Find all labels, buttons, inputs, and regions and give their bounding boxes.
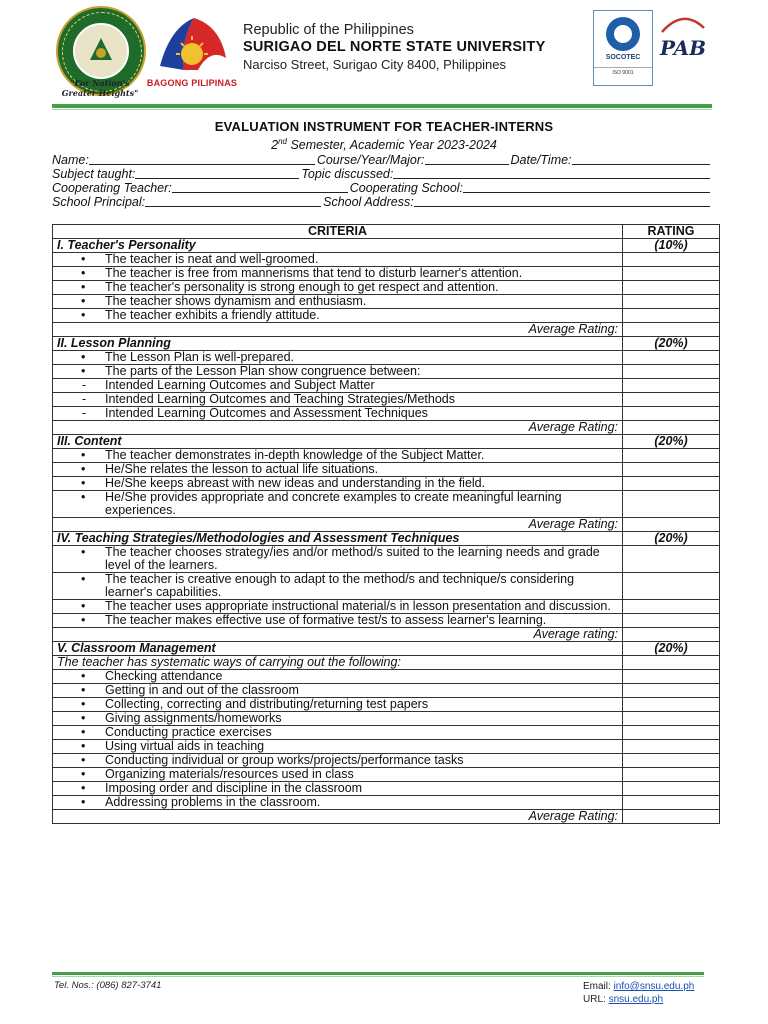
criterion-row bbox=[53, 740, 720, 754]
rating-cell[interactable] bbox=[623, 295, 720, 309]
contact-info bbox=[583, 980, 694, 1006]
topic-field[interactable] bbox=[393, 167, 710, 179]
criterion-subrow bbox=[53, 407, 720, 421]
criterion-row bbox=[53, 754, 720, 768]
rating-cell[interactable] bbox=[623, 670, 720, 684]
rating-cell[interactable] bbox=[623, 351, 720, 365]
header-divider bbox=[52, 104, 712, 108]
criterion-text: • Giving assignments/homeworks bbox=[53, 712, 623, 726]
criterion-text: - Intended Learning Outcomes and Assessment Techniques bbox=[53, 407, 623, 421]
telephone-numbers: Tel. Nos.: (086) 827-3741 bbox=[54, 980, 162, 991]
rating-cell[interactable] bbox=[623, 365, 720, 379]
section-title: I. Teacher's Personality bbox=[53, 239, 623, 253]
criterion-subrow bbox=[53, 379, 720, 393]
course-field[interactable] bbox=[425, 153, 509, 165]
rating-cell[interactable] bbox=[623, 600, 720, 614]
university-address: Narciso Street, Surigao City 8400, Philippines bbox=[243, 57, 507, 72]
coop-teacher-label: Cooperating Teacher: bbox=[52, 181, 172, 195]
rating-cell[interactable] bbox=[623, 782, 720, 796]
datetime-label: Date/Time: bbox=[510, 153, 572, 167]
criterion-text: • The teacher is neat and well-groomed. bbox=[53, 253, 623, 267]
criterion-text: • The teacher makes effective use of formative test/s to assess learner's learning. bbox=[53, 614, 623, 628]
rating-cell[interactable] bbox=[623, 407, 720, 421]
criteria-table bbox=[52, 224, 720, 824]
semester-text: Semester, Academic Year 2023-2024 bbox=[287, 138, 497, 153]
average-rating-cell[interactable] bbox=[623, 421, 720, 435]
criterion-text: • He/She provides appropriate and concrete examples to create meaningful learning experiences. bbox=[53, 491, 623, 518]
criterion-row bbox=[53, 295, 720, 309]
average-row bbox=[53, 421, 720, 435]
criterion-row bbox=[53, 281, 720, 295]
socotec-label: SOCOTEC bbox=[605, 54, 641, 61]
criterion-text: • Conducting practice exercises bbox=[53, 726, 623, 740]
rating-cell[interactable] bbox=[623, 281, 720, 295]
website-link[interactable]: snsu.edu.ph bbox=[608, 994, 664, 1005]
criterion-row bbox=[53, 449, 720, 463]
criterion-row bbox=[53, 253, 720, 267]
average-row bbox=[53, 518, 720, 532]
section-weight: (20%) bbox=[623, 642, 720, 656]
rating-cell[interactable] bbox=[623, 712, 720, 726]
criterion-text: • The teacher chooses strategy/ies and/or method/s suited to the learning needs and grade level of the learners. bbox=[53, 546, 623, 573]
rating-cell[interactable] bbox=[623, 614, 720, 628]
rating-cell[interactable] bbox=[623, 477, 720, 491]
rating-cell[interactable] bbox=[623, 267, 720, 281]
criterion-row bbox=[53, 670, 720, 684]
criterion-text: • The parts of the Lesson Plan show congruence between: bbox=[53, 365, 623, 379]
rating-cell[interactable] bbox=[623, 768, 720, 782]
criterion-row bbox=[53, 782, 720, 796]
criterion-text: • Using virtual aids in teaching bbox=[53, 740, 623, 754]
average-rating-cell[interactable] bbox=[623, 323, 720, 337]
criterion-text: - Intended Learning Outcomes and Subject Matter bbox=[53, 379, 623, 393]
subject-label: Subject taught: bbox=[52, 167, 136, 181]
iso-label: ISO 9001 bbox=[594, 67, 652, 76]
average-row bbox=[53, 810, 720, 824]
form-title: EVALUATION INSTRUMENT FOR TEACHER-INTERNS bbox=[214, 119, 554, 134]
rating-cell[interactable] bbox=[623, 684, 720, 698]
course-label: Course/Year/Major: bbox=[316, 153, 425, 167]
section-title: III. Content bbox=[53, 435, 623, 449]
criterion-row bbox=[53, 463, 720, 477]
section-row bbox=[53, 435, 720, 449]
name-label: Name: bbox=[52, 153, 89, 167]
rating-cell[interactable] bbox=[623, 546, 720, 573]
criterion-row bbox=[53, 267, 720, 281]
criterion-row bbox=[53, 684, 720, 698]
average-rating-cell[interactable] bbox=[623, 810, 720, 824]
rating-cell[interactable] bbox=[623, 491, 720, 518]
rating-cell[interactable] bbox=[623, 740, 720, 754]
coop-school-field[interactable] bbox=[463, 181, 710, 193]
rating-cell[interactable] bbox=[623, 796, 720, 810]
average-rating-cell[interactable] bbox=[623, 628, 720, 642]
coop-teacher-field[interactable] bbox=[172, 181, 348, 193]
rating-header: RATING bbox=[623, 225, 720, 239]
rating-cell[interactable] bbox=[623, 309, 720, 323]
section-title: IV. Teaching Strategies/Methodologies and Assessment Techniques bbox=[53, 532, 623, 546]
subject-field[interactable] bbox=[135, 167, 299, 179]
average-label: Average Rating: bbox=[53, 518, 623, 532]
criterion-text: • Collecting, correcting and distributing/returning test papers bbox=[53, 698, 623, 712]
bagong-pilipinas-text: BAGONG PILIPINAS bbox=[146, 78, 238, 88]
criterion-row bbox=[53, 365, 720, 379]
criterion-row bbox=[53, 712, 720, 726]
section-intro-row bbox=[53, 656, 720, 670]
republic-line: Republic of the Philippines bbox=[243, 22, 414, 38]
university-motto: "For Nation's Greater Heights" bbox=[61, 78, 139, 98]
pab-label: PAB bbox=[659, 36, 706, 60]
section-weight: (20%) bbox=[623, 435, 720, 449]
table-header-row bbox=[53, 225, 720, 239]
criterion-text: • The Lesson Plan is well-prepared. bbox=[53, 351, 623, 365]
header-divider-light bbox=[52, 109, 712, 110]
criterion-row bbox=[53, 726, 720, 740]
average-label: Average Rating: bbox=[53, 323, 623, 337]
criteria-header: CRITERIA bbox=[53, 225, 623, 239]
section-title: V. Classroom Management bbox=[53, 642, 623, 656]
criterion-row bbox=[53, 351, 720, 365]
section-title: II. Lesson Planning bbox=[53, 337, 623, 351]
criterion-row bbox=[53, 768, 720, 782]
rating-cell[interactable] bbox=[623, 726, 720, 740]
rating-cell[interactable] bbox=[623, 573, 720, 600]
school-address-label: School Address: bbox=[323, 195, 414, 209]
criterion-text: • The teacher shows dynamism and enthusiasm. bbox=[53, 295, 623, 309]
section-row bbox=[53, 239, 720, 253]
rating-cell[interactable] bbox=[623, 379, 720, 393]
email-label: Email: bbox=[583, 981, 614, 992]
rating-cell[interactable] bbox=[623, 253, 720, 267]
average-label: Average rating: bbox=[53, 628, 623, 642]
pab-accreditation-logo bbox=[655, 14, 711, 86]
socotec-certification-logo bbox=[593, 10, 653, 86]
rating-cell bbox=[623, 656, 720, 670]
name-field[interactable] bbox=[89, 153, 315, 165]
criterion-row bbox=[53, 698, 720, 712]
section-row bbox=[53, 532, 720, 546]
section-weight: (20%) bbox=[623, 337, 720, 351]
semester-ordinal: 2 bbox=[271, 138, 279, 153]
criterion-text: • Getting in and out of the classroom bbox=[53, 684, 623, 698]
average-row bbox=[53, 628, 720, 642]
university-heading bbox=[243, 22, 545, 73]
average-label: Average Rating: bbox=[53, 810, 623, 824]
criterion-row bbox=[53, 546, 720, 573]
section-row bbox=[53, 642, 720, 656]
criterion-text: • The teacher is creative enough to adapt to the method/s and technique/s considering learner's capabilities. bbox=[53, 573, 623, 600]
url-label: URL: bbox=[583, 994, 609, 1005]
rating-cell[interactable] bbox=[623, 754, 720, 768]
criterion-row bbox=[53, 477, 720, 491]
section-intro: The teacher has systematic ways of carrying out the following: bbox=[53, 656, 623, 670]
criterion-text: • The teacher demonstrates in-depth knowledge of the Subject Matter. bbox=[53, 449, 623, 463]
criterion-text: • Imposing order and discipline in the classroom bbox=[53, 782, 623, 796]
intern-info-fields bbox=[52, 153, 712, 209]
criterion-text: • Organizing materials/resources used in class bbox=[53, 768, 623, 782]
criterion-row bbox=[53, 600, 720, 614]
rating-cell[interactable] bbox=[623, 449, 720, 463]
criterion-text: • The teacher exhibits a friendly attitude. bbox=[53, 309, 623, 323]
principal-field[interactable] bbox=[145, 195, 321, 207]
average-rating-cell[interactable] bbox=[623, 518, 720, 532]
coop-school-label: Cooperating School: bbox=[349, 181, 464, 195]
section-weight: (20%) bbox=[623, 532, 720, 546]
footer-divider bbox=[52, 972, 704, 975]
average-label: Average Rating: bbox=[53, 421, 623, 435]
email-link[interactable]: info@snsu.edu.ph bbox=[613, 981, 695, 992]
criterion-text: • The teacher uses appropriate instructional material/s in lesson presentation and discussion. bbox=[53, 600, 623, 614]
criterion-row bbox=[53, 573, 720, 600]
criterion-row bbox=[53, 491, 720, 518]
criterion-text: • He/She keeps abreast with new ideas and understanding in the field. bbox=[53, 477, 623, 491]
letterhead bbox=[0, 0, 768, 110]
criterion-text: • Conducting individual or group works/projects/performance tasks bbox=[53, 754, 623, 768]
criterion-text: • The teacher's personality is strong enough to get respect and attention. bbox=[53, 281, 623, 295]
datetime-field[interactable] bbox=[572, 153, 710, 165]
topic-label: Topic discussed: bbox=[301, 167, 394, 181]
criterion-text: • The teacher is free from mannerisms that tend to disturb learner's attention. bbox=[53, 267, 623, 281]
criterion-row bbox=[53, 614, 720, 628]
footer-divider-light bbox=[52, 976, 704, 977]
semester-suffix: nd bbox=[278, 137, 287, 146]
section-weight: (10%) bbox=[623, 239, 720, 253]
rating-cell[interactable] bbox=[623, 393, 720, 407]
criterion-text: • He/She relates the lesson to actual life situations. bbox=[53, 463, 623, 477]
criterion-text: • Checking attendance bbox=[53, 670, 623, 684]
criterion-subrow bbox=[53, 393, 720, 407]
section-row bbox=[53, 337, 720, 351]
semester-line bbox=[0, 135, 768, 152]
university-name: SURIGAO DEL NORTE STATE UNIVERSITY bbox=[243, 39, 546, 55]
principal-label: School Principal: bbox=[52, 195, 146, 209]
criterion-row bbox=[53, 796, 720, 810]
rating-cell[interactable] bbox=[623, 463, 720, 477]
criterion-row bbox=[53, 309, 720, 323]
average-row bbox=[53, 323, 720, 337]
school-address-field[interactable] bbox=[414, 195, 710, 207]
rating-cell[interactable] bbox=[623, 698, 720, 712]
form-title-block bbox=[0, 119, 768, 152]
criterion-text: - Intended Learning Outcomes and Teaching Strategies/Methods bbox=[53, 393, 623, 407]
criterion-text: • Addressing problems in the classroom. bbox=[53, 796, 623, 810]
